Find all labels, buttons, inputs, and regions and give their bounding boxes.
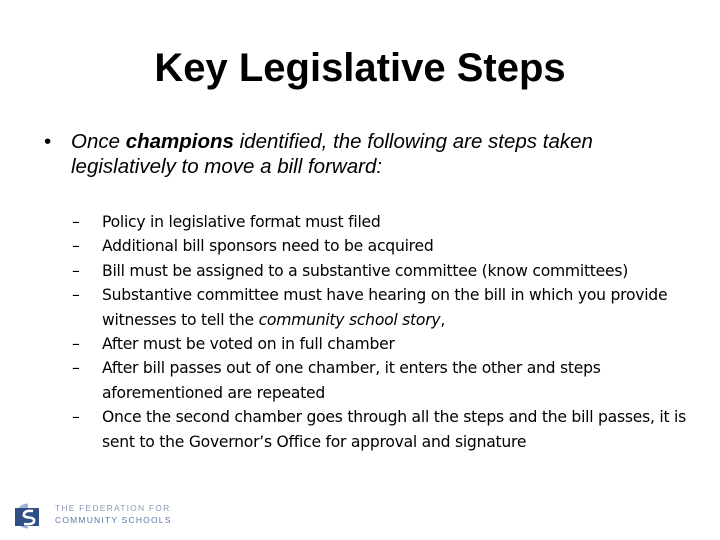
dash-marker: – [72,408,80,427]
step-item [72,356,692,405]
step-text: Policy in legislative format must filed [102,213,381,231]
bullet-text-bold: champions [125,130,234,153]
logo-text-line2: COMMUNITY SCHOOLS [55,515,172,525]
main-bullet-text [44,129,684,179]
step-text: After must be voted on in full chamber [102,335,395,354]
step-text-italic: community school story [258,310,441,329]
slide-title: Key Legislative Steps [154,46,566,90]
step-text-after: , [440,310,446,329]
main-bullet [44,129,684,179]
logo-cs-mark-icon [12,502,42,530]
step-text: After bill passes out of one chamber, it enters the other and steps aforementioned are repeated [102,359,601,402]
federation-logo [12,502,182,532]
step-item [72,259,692,283]
dash-marker: – [72,261,80,280]
dash-marker: – [72,286,80,305]
logo-text-line1: THE FEDERATION FOR [55,503,171,513]
step-text: Once the second chamber goes through all the steps and the bill passes, it is sent to the Governor’s Office for approval and signature [102,408,686,451]
steps-list [72,210,692,454]
dash-marker: – [72,335,80,354]
step-text: Bill must be assigned to a substantive committee (know committees) [102,261,629,280]
bullet-text-before: Once [71,130,126,153]
dash-marker: – [72,237,80,256]
bullet-text-after: identified, the following are steps taken legislatively to move a bill forward: [71,130,593,178]
step-item [72,210,692,234]
step-item [72,405,692,454]
bullet-dot: • [44,130,52,153]
dash-marker: – [72,213,80,231]
step-text: Additional bill sponsors need to be acquired [102,237,434,256]
step-text-before: Substantive committee must have hearing on the bill in which you provide witnesses to tell the [102,286,668,329]
step-item [72,234,692,258]
dash-marker: – [72,359,80,378]
step-text [102,283,692,332]
step-item [72,332,692,356]
step-item [72,283,692,332]
